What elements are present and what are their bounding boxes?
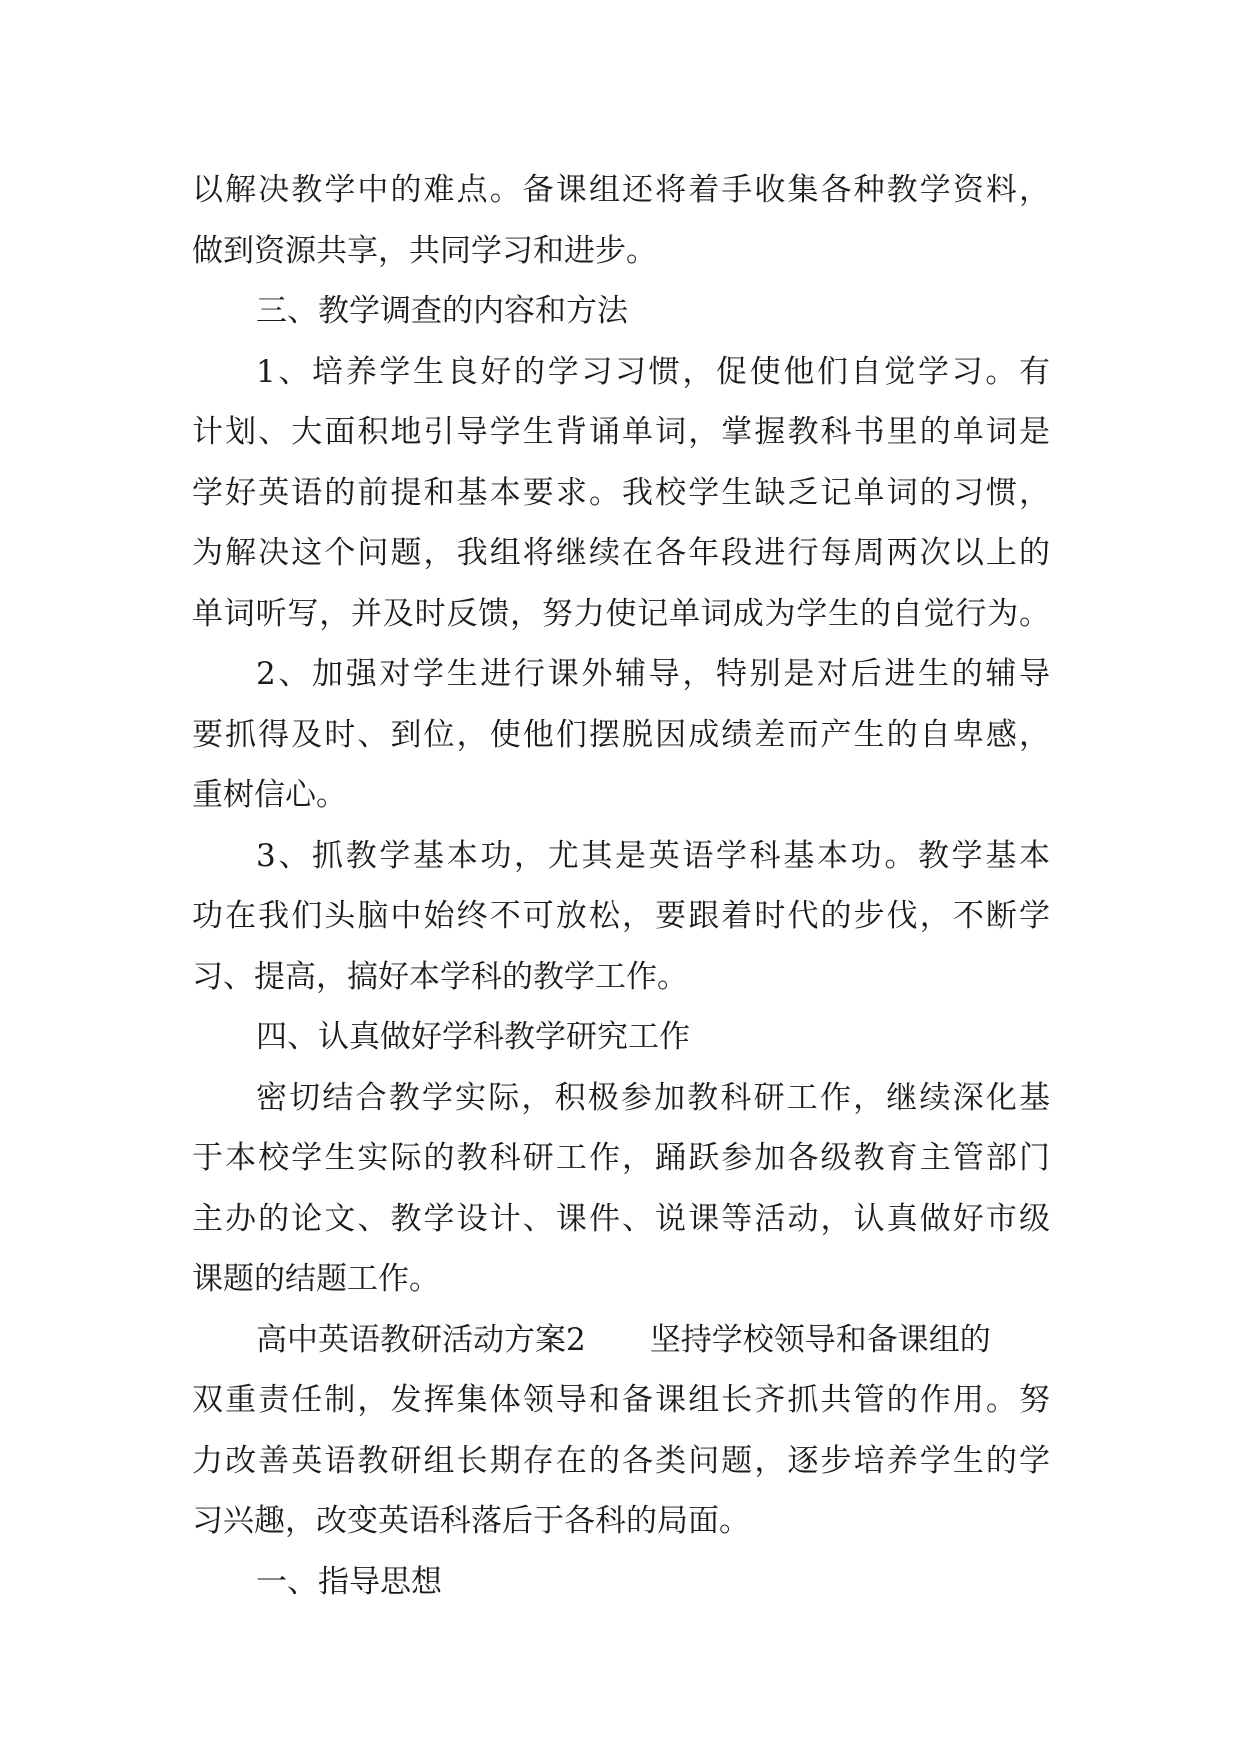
section-heading-3: 三、教学调查的内容和方法 — [256, 293, 628, 329]
text-line-21: 双重责任制，发挥集体领导和备课组长齐抓共管的作用。努 — [192, 1382, 1050, 1418]
text-line-16: 密切结合教学实际，积极参加教科研工作，继续深化基 — [256, 1079, 1050, 1116]
text-line-2: 做到资源共享，共同学习和进步。 — [192, 232, 657, 269]
text-line-18: 主办的论文、教学设计、课件、说课等活动，认真做好市级 — [192, 1200, 1050, 1237]
text-line-20 — [192, 1310, 1050, 1371]
text-line-17: 于本校学生实际的教科研工作，踊跃参加各级教育主管部门 — [192, 1140, 1050, 1176]
text-line-8: 单词听写，并及时反馈，努力使记单词成为学生的自觉行为。 — [192, 595, 1050, 632]
plan-text-start: 坚持学校领导和备课组的 — [649, 1321, 991, 1358]
text-line-12: 3、抓教学基本功，尤其是英语学科基本功。教学基本 — [256, 837, 1050, 874]
text-line-23: 习兴趣，改变英语科落后于各科的局面。 — [192, 1503, 750, 1539]
text-line-4: 1、培养学生良好的学习习惯，促使他们自觉学习。有 — [256, 353, 1050, 390]
text-line-14: 习、提高，搞好本学科的教学工作。 — [192, 958, 688, 995]
text-line-13: 功在我们头脑中始终不可放松，要跟着时代的步伐，不断学 — [192, 898, 1050, 934]
text-line-10: 要抓得及时、到位，使他们摆脱因成绩差而产生的自卑感， — [192, 716, 1050, 753]
text-line-9: 2、加强对学生进行课外辅导，特别是对后进生的辅导 — [256, 656, 1050, 692]
text-line-19: 课题的结题工作。 — [192, 1261, 440, 1297]
text-line-6: 学好英语的前提和基本要求。我校学生缺乏记单词的习惯， — [192, 474, 1050, 511]
plan-title: 高中英语教研活动方案2 — [256, 1321, 586, 1358]
document-body — [192, 160, 1050, 1612]
text-line-7: 为解决这个问题，我组将继续在各年段进行每周两次以上的 — [192, 535, 1050, 571]
section-heading-guiding-ideology: 一、指导思想 — [256, 1563, 442, 1600]
text-line-22: 力改善英语教研组长期存在的各类问题，逐步培养学生的学 — [192, 1442, 1050, 1479]
text-line-11: 重树信心。 — [192, 777, 347, 813]
text-line-1: 以解决教学中的难点。备课组还将着手收集各种教学资料， — [192, 172, 1050, 208]
section-heading-4: 四、认真做好学科教学研究工作 — [256, 1019, 690, 1055]
text-line-5: 计划、大面积地引导学生背诵单词，掌握教科书里的单词是 — [192, 414, 1050, 450]
